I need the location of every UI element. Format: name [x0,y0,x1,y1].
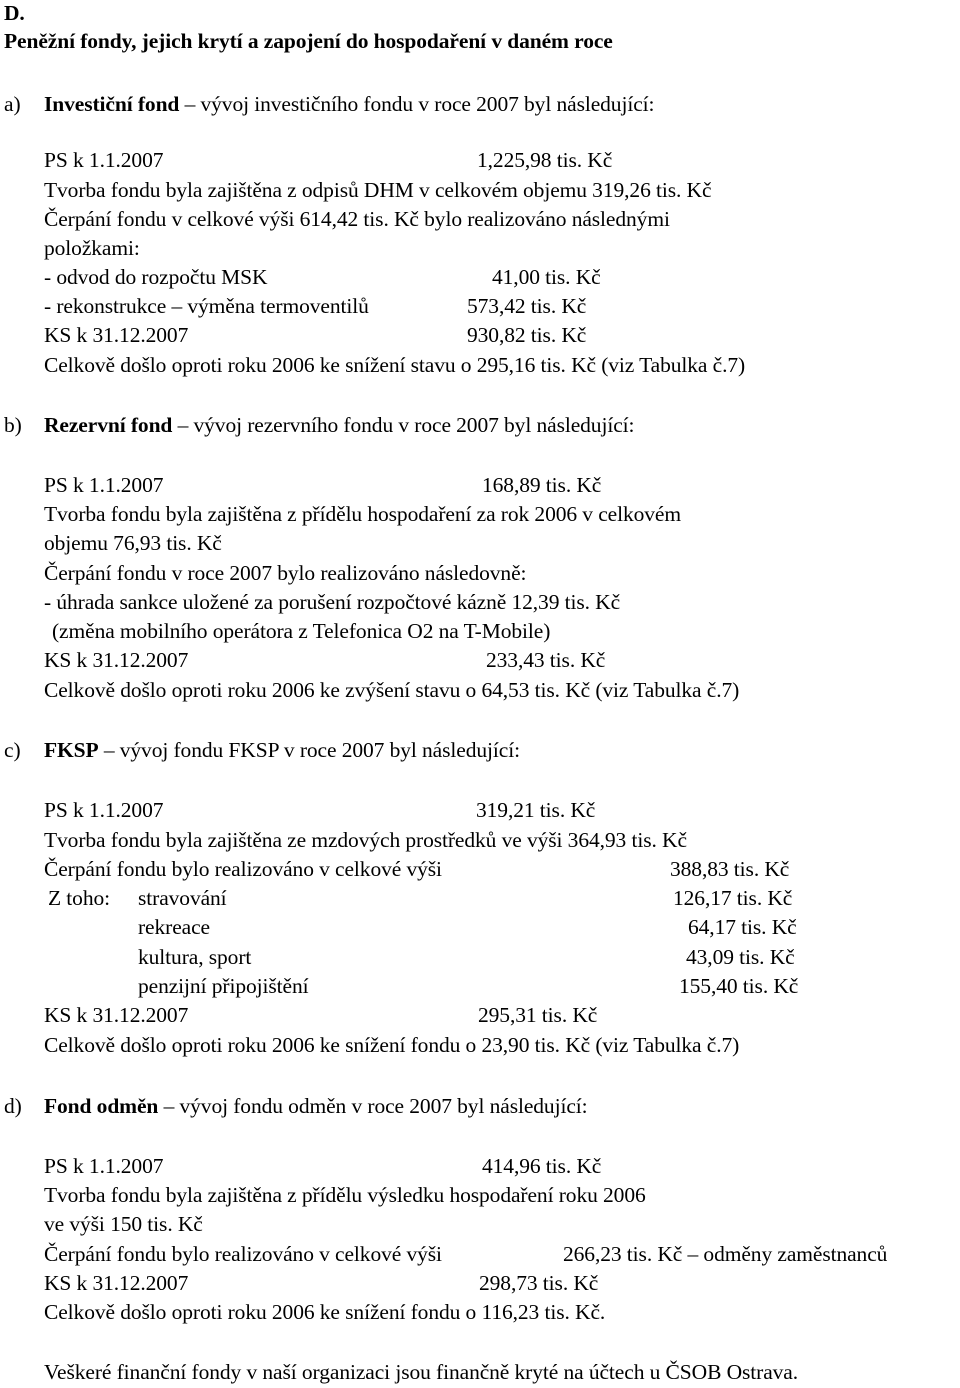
c-item-value: 64,17 tis. Kč [688,915,797,939]
a-item2-value: 573,42 tis. Kč [467,294,587,318]
c-item-label: stravování [138,886,227,910]
b-ks-value: 233,43 tis. Kč [486,648,606,672]
a-item1-value: 41,00 tis. Kč [492,265,601,289]
b-summary: Celkově došlo oproti roku 2006 ke zvýšení stavu o 64,53 tis. Kč (viz Tabulka č.7) [44,678,740,702]
section-letter: D. [4,1,25,25]
b-ps-value: 168,89 tis. Kč [482,473,602,497]
b-cerpani: Čerpání fondu v roce 2007 bylo realizováno následovně: [44,561,527,585]
c-item-value: 155,40 tis. Kč [679,974,799,998]
d-summary: Celkově došlo oproti roku 2006 ke snížení fondu o 116,23 tis. Kč. [44,1300,606,1324]
c-ps-value: 319,21 tis. Kč [476,798,596,822]
c-ps-label: PS k 1.1.2007 [44,798,164,822]
a-cerpani-line1: Čerpání fondu v celkové výši 614,42 tis. Kč bylo realizováno následnými [44,207,670,231]
b-tvorba-line2: objemu 76,93 tis. Kč [44,531,222,555]
d-cerpani-value: 266,23 tis. Kč – odměny zaměstnanců [563,1242,888,1266]
d-tvorba-line2: ve výši 150 tis. Kč [44,1212,203,1236]
a-item1-label: - odvod do rozpočtu MSK [44,265,268,289]
d-ps-label: PS k 1.1.2007 [44,1154,164,1178]
c-item-label: rekreace [138,915,210,939]
b-item1: - úhrada sankce uložené za porušení rozpočtové kázně 12,39 tis. Kč [44,590,621,614]
d-tvorba-line1: Tvorba fondu byla zajištěna z přídělu výsledku hospodaření roku 2006 [44,1183,646,1207]
c-item-label: kultura, sport [138,945,252,969]
section-b-intro: – vývoj rezervního fondu v roce 2007 byl následující: [177,413,635,437]
b-ks-label: KS k 31.12.2007 [44,648,189,672]
section-c-title [44,737,520,763]
d-ks-label: KS k 31.12.2007 [44,1271,189,1295]
section-b-marker: b) [4,413,22,437]
c-tvorba: Tvorba fondu byla zajištěna ze mzdových prostředků ve výši 364,93 tis. Kč [44,828,687,852]
c-ks-label: KS k 31.12.2007 [44,1003,189,1027]
section-d-intro: – vývoj fondu odměn v roce 2007 byl následující: [163,1094,588,1118]
page-heading: Peněžní fondy, jejich krytí a zapojení do hospodaření v daném roce [4,29,613,53]
section-d-title [44,1093,588,1119]
b-ps-label: PS k 1.1.2007 [44,473,164,497]
section-b-title [44,412,634,438]
c-cerpani-label: Čerpání fondu bylo realizováno v celkové výši [44,857,442,881]
a-tvorba: Tvorba fondu byla zajištěna z odpisů DHM v celkovém objemu 319,26 tis. Kč [44,178,712,202]
section-c-intro: – vývoj fondu FKSP v roce 2007 byl následující: [103,738,520,762]
c-item-value: 43,09 tis. Kč [686,945,795,969]
section-a-intro: – vývoj investičního fondu v roce 2007 byl následující: [184,92,655,116]
section-d-marker: d) [4,1094,22,1118]
c-item-label: penzijní připojištění [138,974,309,998]
c-ks-value: 295,31 tis. Kč [478,1003,598,1027]
b-tvorba-line1: Tvorba fondu byla zajištěna z přídělu hospodaření za rok 2006 v celkovém [44,502,681,526]
c-cerpani-value: 388,83 tis. Kč [670,857,790,881]
section-c-marker: c) [4,738,21,762]
section-a-title [44,91,654,117]
section-b-name: Rezervní fond [44,413,173,437]
d-ps-value: 414,96 tis. Kč [482,1154,602,1178]
section-a-name: Investiční fond [44,92,180,116]
a-ks-value: 930,82 tis. Kč [467,323,587,347]
b-item1-note: (změna mobilního operátora z Telefonica O2 na T-Mobile) [52,619,551,643]
d-ks-value: 298,73 tis. Kč [479,1271,599,1295]
a-item2-label: - rekonstrukce – výměna termoventilů [44,294,369,318]
a-ks-label: KS k 31.12.2007 [44,323,189,347]
a-ps-value: 1,225,98 tis. Kč [477,148,613,172]
section-c-name: FKSP [44,738,99,762]
a-ps-label: PS k 1.1.2007 [44,148,164,172]
section-d-name: Fond odměn [44,1094,159,1118]
d-cerpani-label: Čerpání fondu bylo realizováno v celkové výši [44,1242,442,1266]
c-item-value: 126,17 tis. Kč [673,886,793,910]
a-cerpani-line2: položkami: [44,236,140,260]
a-summary: Celkově došlo oproti roku 2006 ke snížení stavu o 295,16 tis. Kč (viz Tabulka č.7) [44,353,746,377]
c-ztoho-label: Z toho: [48,886,111,910]
c-summary: Celkově došlo oproti roku 2006 ke snížení fondu o 23,90 tis. Kč (viz Tabulka č.7) [44,1033,740,1057]
section-a-marker: a) [4,92,21,116]
closing-statement: Veškeré finanční fondy v naší organizaci jsou finančně kryté na účtech u ČSOB Ostrava. [44,1360,799,1384]
